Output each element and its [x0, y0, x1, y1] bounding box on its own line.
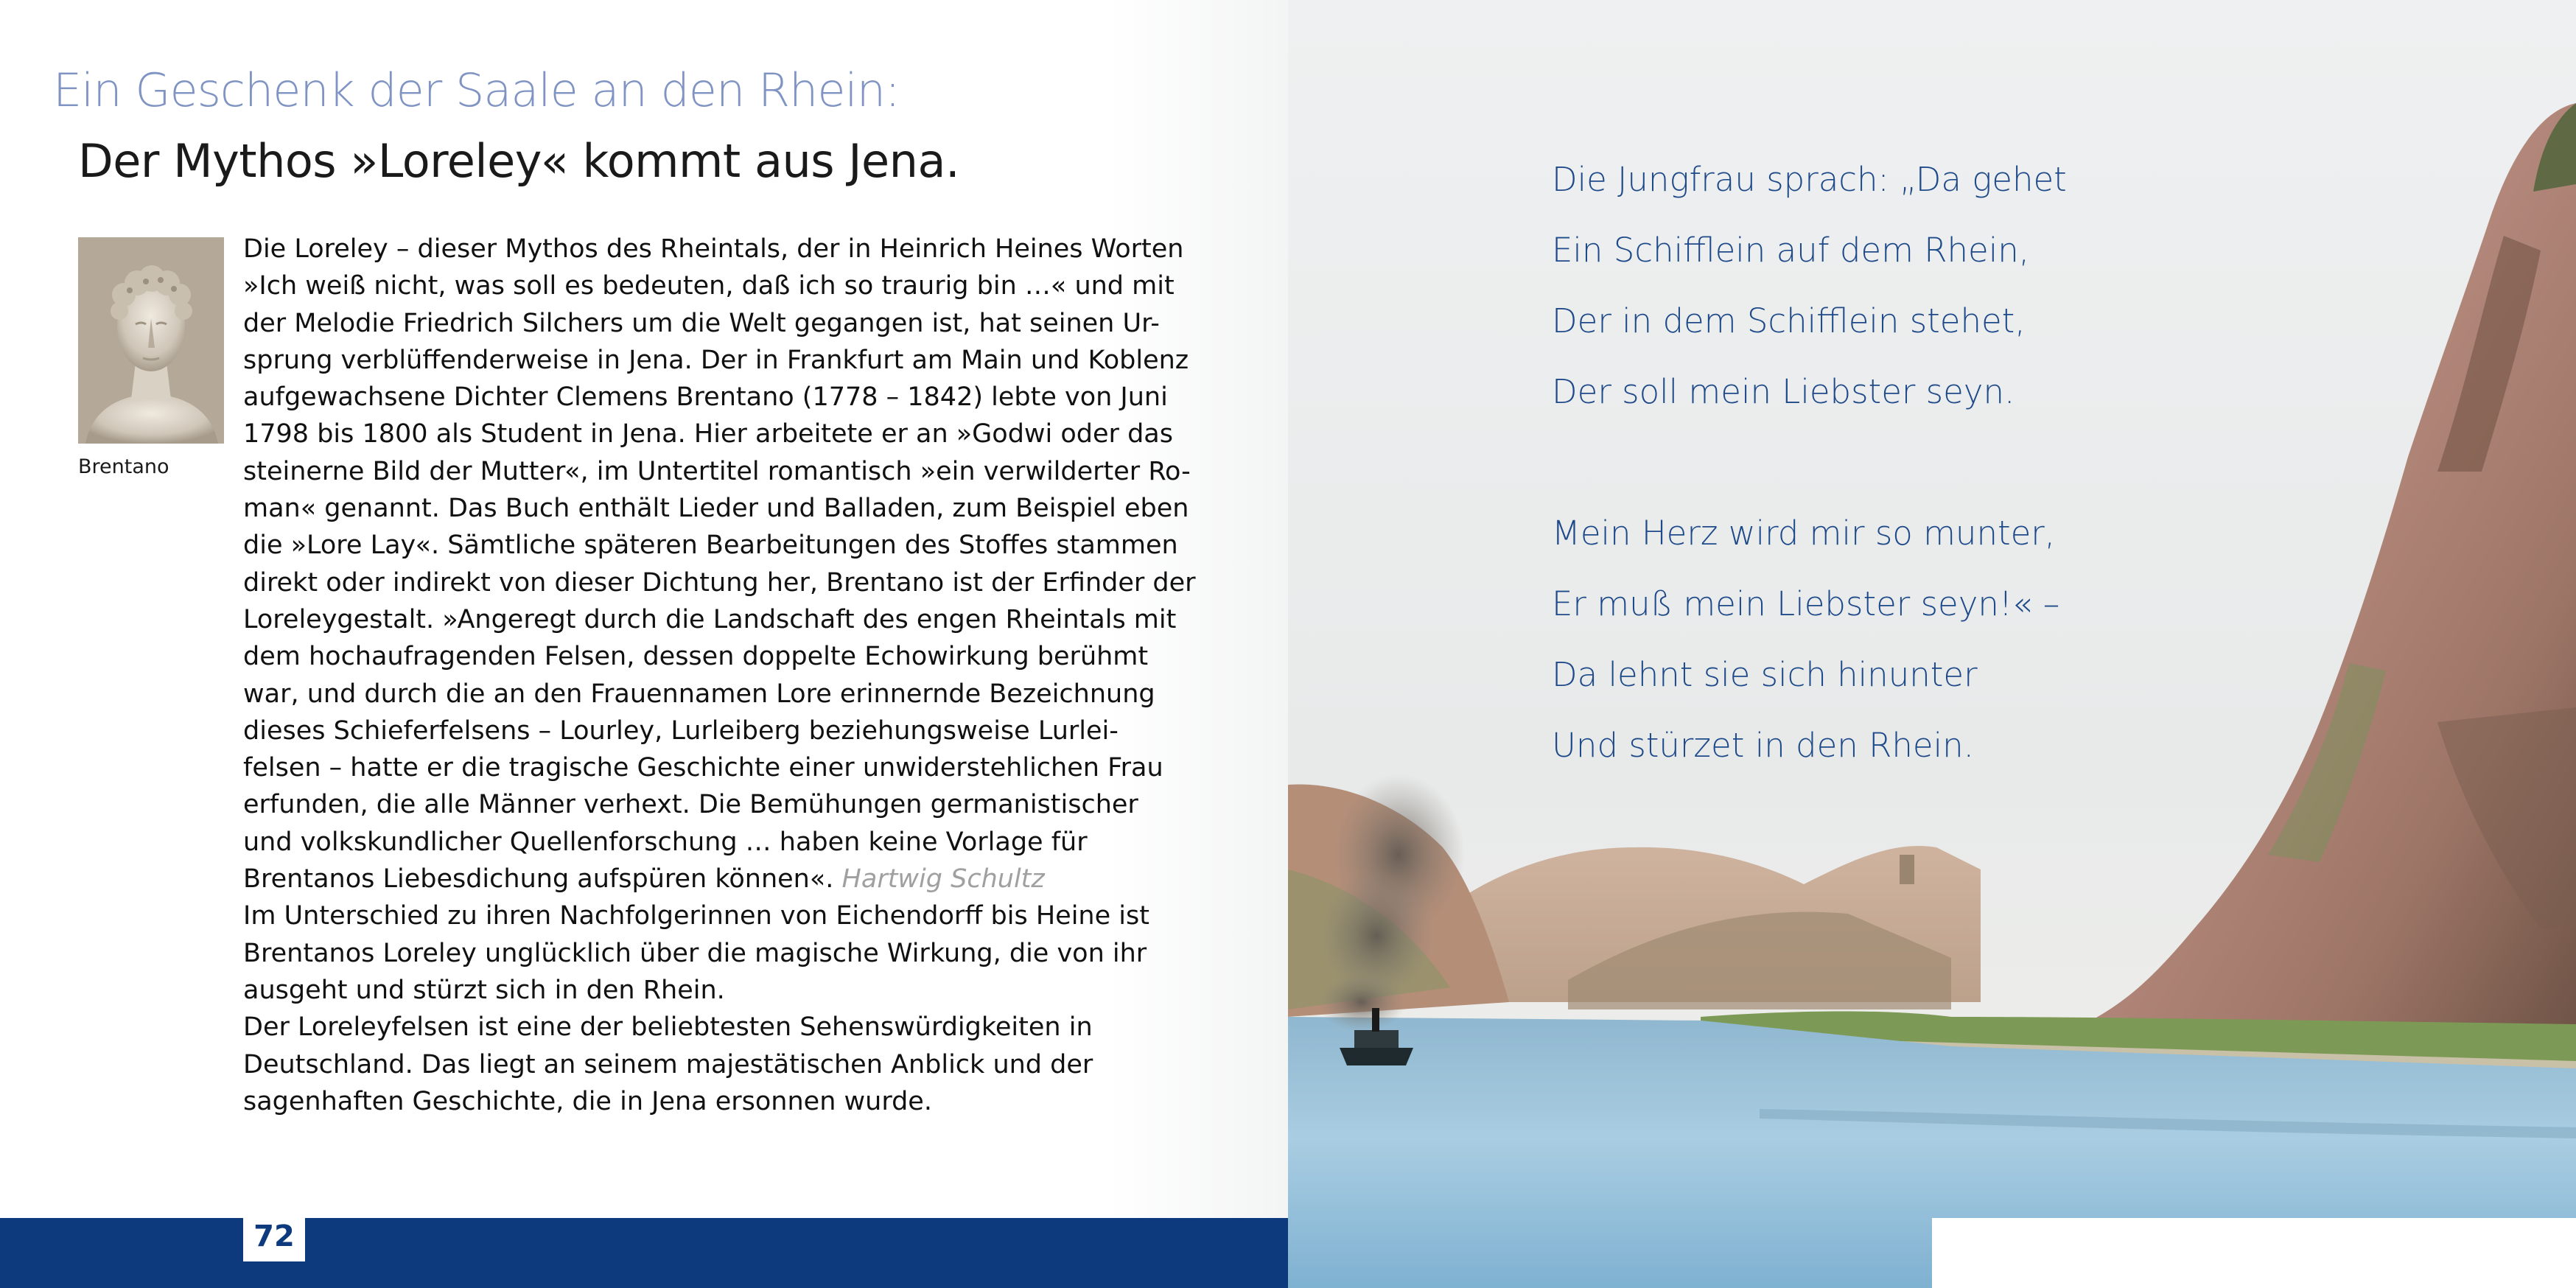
poem-line: Da lehnt sie sich hinunter: [1552, 655, 1978, 694]
body-line: und volkskundlicher Quellenforschung … haben keine Vorlage für: [243, 827, 1088, 857]
body-line: direkt oder indirekt von dieser Dichtung her, Brentano ist der Erfinder der: [243, 567, 1196, 598]
body-line: sprung verblüffenderweise in Jena. Der in Frankfurt am Main und Koblenz: [243, 345, 1189, 375]
body-line: »Ich weiß nicht, was soll es bedeuten, daß ich so traurig bin …« und mit: [243, 271, 1175, 301]
body-line: Deutschland. Das liegt an seinem majestätischen Anblick und der: [243, 1049, 1093, 1079]
body-line: die »Lore Lay«. Sämtliche späteren Bearbeitungen des Stoffes stammen: [243, 531, 1178, 561]
poem-line: Ein Schifflein auf dem Rhein,: [1552, 231, 2030, 270]
right-page: [1288, 0, 2576, 1288]
page-corner: [1932, 1218, 2576, 1288]
body-line: sagenhaften Geschichte, die in Jena ersonnen wurde.: [243, 1086, 932, 1116]
body-line: felsen – hatte er die tragische Geschichte einer unwiderstehlichen Frau: [243, 753, 1163, 783]
poem-line: Der soll mein Liebster seyn.: [1552, 372, 2015, 411]
poem: [1552, 144, 2067, 781]
stanza-gap: [1552, 427, 2067, 498]
body-line: aufgewachsene Dichter Clemens Brentano (1778 – 1842) lebte von Juni: [243, 382, 1168, 413]
kicker-title: Ein Geschenk der Saale an den Rhein:: [53, 63, 900, 117]
poem-line: Der in dem Schifflein stehet,: [1552, 301, 2026, 340]
body-line: der Melodie Friedrich Silchers um die Welt gegangen ist, hat seinen Ur-: [243, 308, 1160, 338]
body-line: Loreleygestalt. »Angeregt durch die Landschaft des engen Rheintals mit: [243, 604, 1177, 634]
footer-band: [0, 1218, 1288, 1288]
paragraph-2: [243, 897, 1194, 1009]
body-line: ausgeht und stürzt sich in den Rhein.: [243, 975, 725, 1005]
body-line: Die Loreley – dieser Mythos des Rheintals, der in Heinrich Heines Worten: [243, 234, 1184, 264]
quote-author: Hartwig Schultz: [841, 864, 1045, 895]
body-line: Im Unterschied zu ihren Nachfolgerinnen von Eichendorff bis Heine ist: [243, 901, 1149, 931]
paragraph-1: [243, 231, 1194, 897]
poem-line: Mein Herz wird mir so munter,: [1552, 514, 2056, 553]
body-line: Der Loreleyfelsen ist eine der beliebtesten Sehenswürdigkeiten in: [243, 1012, 1093, 1043]
body-line: erfunden, die alle Männer verhext. Die Bemühungen germanistischer: [243, 790, 1138, 820]
poem-line: Die Jungfrau sprach: „Da gehet: [1552, 160, 2067, 199]
page-title: Der Mythos »Loreley« kommt aus Jena.: [78, 134, 960, 188]
body-line: [243, 861, 1194, 897]
body-line: Brentanos Loreley unglücklich über die magische Wirkung, die von ihr: [243, 938, 1147, 968]
portrait-caption: Brentano: [78, 455, 169, 478]
body-line: war, und durch die an den Frauennamen Lore erinnernde Bezeichnung: [243, 679, 1155, 709]
paragraph-3: [243, 1009, 1194, 1120]
body-line: steinerne Bild der Mutter«, im Untertitel romantisch »ein verwilderter Ro-: [243, 456, 1191, 486]
poem-line: Und stürzet in den Rhein.: [1552, 726, 1974, 765]
body-line: 1798 bis 1800 als Student in Jena. Hier arbeitete er an »Godwi oder das: [243, 419, 1173, 449]
poem-line: Er muß mein Liebster seyn!« –: [1552, 584, 2060, 623]
body-line: dieses Schieferfelsens – Lourley, Lurleiberg beziehungsweise Lurlei-: [243, 715, 1119, 746]
body-line: man« genannt. Das Buch enthält Lieder und Balladen, zum Beispiel eben: [243, 494, 1189, 524]
brentano-portrait-image: [78, 237, 224, 444]
body-line: dem hochaufragenden Felsen, dessen doppelte Echowirkung berühmt: [243, 642, 1149, 672]
article-body: [243, 231, 1194, 1120]
page-number: 72: [243, 1211, 305, 1261]
quote-last-line: Brentanos Liebesdichung aufspüren können«.: [243, 864, 834, 895]
